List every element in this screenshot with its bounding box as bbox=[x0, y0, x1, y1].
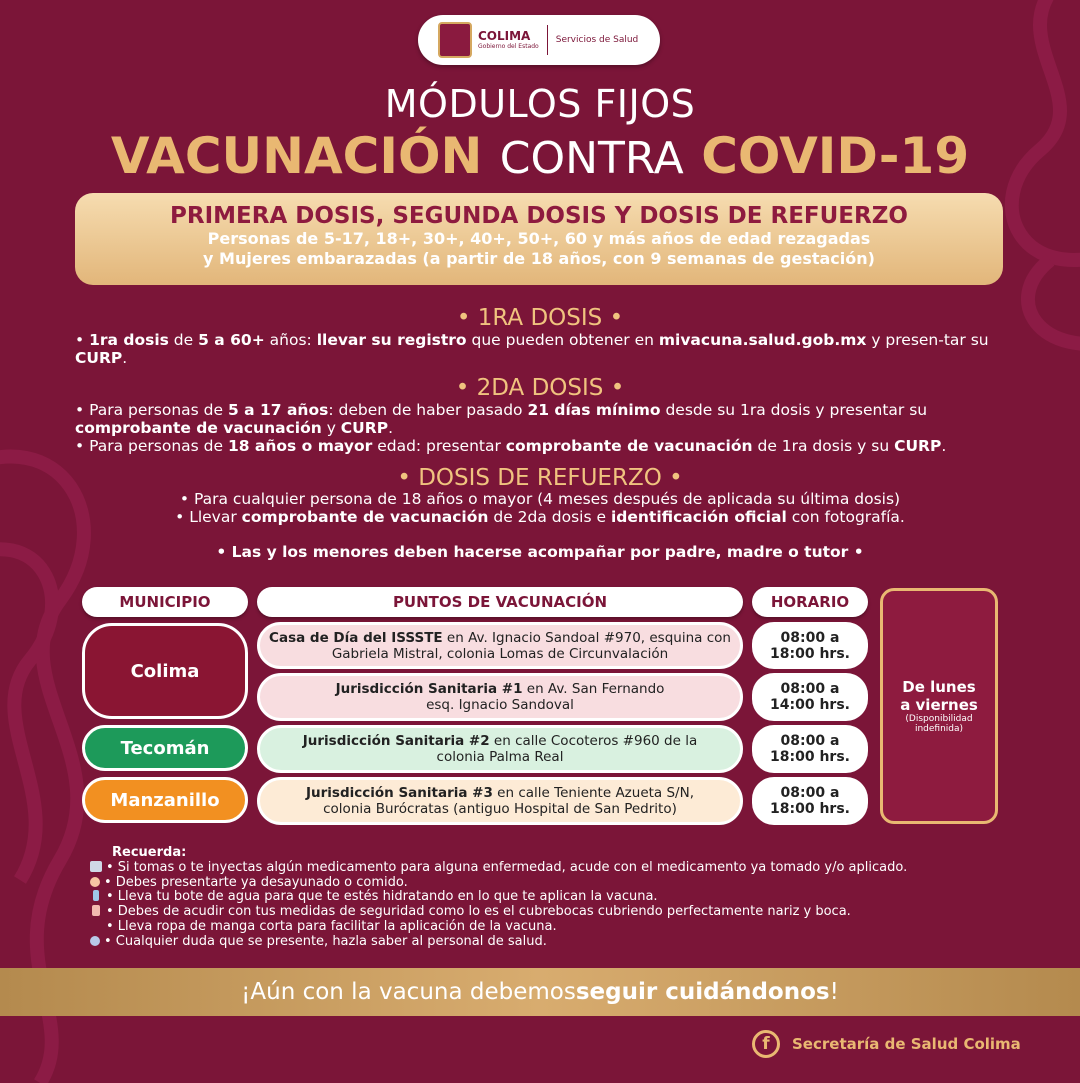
reminder-item: • Lleva ropa de manga corta para facilitar la aplicación de la vacuna. bbox=[90, 920, 1010, 935]
second-dose-heading: • 2DA DOSIS • bbox=[455, 375, 625, 401]
second-dose-text-1: • Para personas de 5 a 17 años: deben de haber pasado 21 días mínimo desde su 1ra dosis y presentar su comprobante de vacunación y CURP. bbox=[75, 401, 928, 437]
reminders bbox=[90, 846, 1010, 950]
mivacuna-link: mivacuna.salud.gob.mx bbox=[658, 331, 867, 349]
logo-name: COLIMA bbox=[478, 29, 531, 43]
state-seal-icon bbox=[438, 22, 472, 58]
second-dose-text-2: • Para personas de 18 años o mayor edad: presentar comprobante de vacunación de 1ra dosis y su CURP. bbox=[75, 437, 947, 455]
reminder-item: • Lleva tu bote de agua para que te estés hidratando en lo que te aplican la vacuna. bbox=[90, 890, 1010, 905]
availability-line-1: (Disponibilidad bbox=[905, 714, 973, 724]
doses-line-1: Personas de 5-17, 18+, 30+, 40+, 50+, 60 y más años de edad rezagadas bbox=[207, 229, 871, 248]
health-worker-icon bbox=[90, 936, 100, 946]
sanitizer-icon bbox=[92, 905, 100, 916]
booster-text-2: • Llevar comprobante de vacunación de 2da dosis e identificación oficial con fotografía. bbox=[175, 508, 905, 526]
header-horario: HORARIO bbox=[752, 587, 868, 617]
facebook-page-name: Secretaría de Salud Colima bbox=[792, 1035, 1021, 1053]
booster-heading: • DOSIS DE REFUERZO • bbox=[397, 465, 683, 491]
facebook-page-link[interactable] bbox=[752, 1030, 1021, 1058]
hours-row-4: 08:00 a 18:00 hrs. bbox=[752, 777, 868, 825]
doses-line-2: y Mujeres embarazadas (a partir de 18 años, con 9 semanas de gestación) bbox=[203, 249, 875, 268]
health-services-label: Servicios de Salud bbox=[555, 35, 639, 45]
first-dose-heading: • 1RA DOSIS • bbox=[456, 305, 624, 331]
hours-row-3: 08:00 a 18:00 hrs. bbox=[752, 725, 868, 773]
minors-note: • Las y los menores deben hacerse acompañar por padre, madre o tutor • bbox=[216, 543, 864, 561]
first-dose-text: • 1ra dosis de 5 a 60+ años: llevar su registro que pueden obtener en mivacuna.salud.gob.mx y presen-tar su CURP. bbox=[75, 331, 989, 367]
point-row-4: Jurisdicción Sanitaria #3 en calle Teniente Azueta S/N, colonia Burócratas (antiguo Hospital de San Pedrito) bbox=[257, 777, 743, 825]
days-box bbox=[880, 588, 998, 824]
municipio-manzanillo: Manzanillo bbox=[82, 777, 248, 823]
doses-banner bbox=[75, 193, 1003, 285]
title-modulos: MÓDULOS FIJOS bbox=[384, 82, 696, 126]
reminder-title: Recuerda: bbox=[112, 845, 187, 860]
logo-sub: Gobierno del Estado bbox=[478, 43, 539, 50]
water-bottle-icon bbox=[93, 890, 99, 901]
hours-row-2: 08:00 a 14:00 hrs. bbox=[752, 673, 868, 721]
main-title bbox=[0, 127, 1080, 185]
government-logo bbox=[418, 15, 660, 65]
reminder-item: • Debes de acudir con tus medidas de seguridad como lo es el cubrebocas cubriendo perfectamente nariz y boca. bbox=[90, 905, 1010, 920]
medicine-icon bbox=[90, 861, 102, 872]
doses-title: PRIMERA DOSIS, SEGUNDA DOSIS Y DOSIS DE REFUERZO bbox=[170, 203, 908, 229]
hours-row-1: 08:00 a 18:00 hrs. bbox=[752, 622, 868, 669]
logo-divider bbox=[547, 25, 548, 55]
availability-line-2: indefinida) bbox=[914, 724, 964, 734]
municipio-tecoman: Tecomán bbox=[82, 725, 248, 771]
title-contra: CONTRA bbox=[499, 133, 684, 184]
header-puntos: PUNTOS DE VACUNACIÓN bbox=[257, 587, 743, 617]
reminder-item: • Debes presentarte ya desayunado o comido. bbox=[90, 876, 1010, 891]
food-icon bbox=[90, 877, 100, 887]
slogan-banner: ¡Aún con la vacuna debemos seguir cuidándonos ! bbox=[0, 968, 1080, 1016]
title-covid: COVID-19 bbox=[701, 127, 970, 185]
days-line-1: De lunes bbox=[902, 678, 976, 696]
days-line-2: a viernes bbox=[900, 696, 978, 714]
facebook-icon: f bbox=[752, 1030, 780, 1058]
booster-text-1: • Para cualquier persona de 18 años o mayor (4 meses después de aplicada su última dosis) bbox=[179, 490, 901, 508]
title-vacunacion: VACUNACIÓN bbox=[110, 127, 483, 185]
reminder-item: • Si tomas o te inyectas algún medicamento para alguna enfermedad, acude con el medicamento ya tomado y/o aplicado. bbox=[90, 861, 1010, 876]
point-row-2: Jurisdicción Sanitaria #1 en Av. San Fernando esq. Ignacio Sandoval bbox=[257, 673, 743, 721]
blank-icon bbox=[90, 920, 102, 931]
point-row-3: Jurisdicción Sanitaria #2 en calle Cocoteros #960 de la colonia Palma Real bbox=[257, 725, 743, 773]
header-municipio: MUNICIPIO bbox=[82, 587, 248, 617]
reminder-item: • Cualquier duda que se presente, hazla saber al personal de salud. bbox=[90, 935, 1010, 950]
government-name bbox=[478, 30, 539, 50]
municipio-colima: Colima bbox=[82, 623, 248, 719]
point-row-1: Casa de Día del ISSSTE en Av. Ignacio Sandoal #970, esquina con Gabriela Mistral, colonia Lomas de Circunvalación bbox=[257, 622, 743, 669]
